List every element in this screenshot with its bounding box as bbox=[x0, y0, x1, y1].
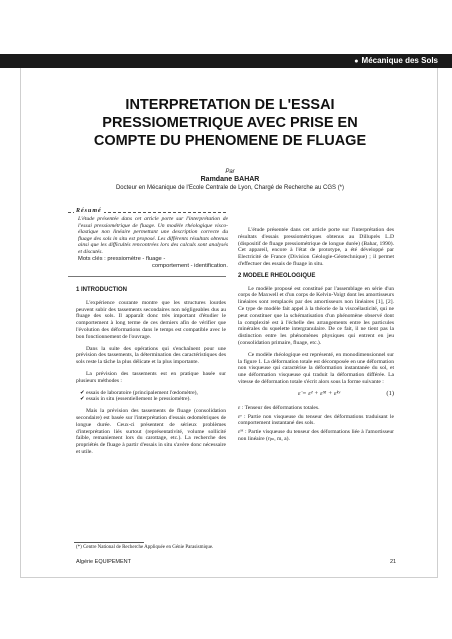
definition-item: ε : Tenseur des déformations totales. bbox=[238, 404, 320, 411]
definition-item: εᵉ : Partie non visqueuse du tenseur des déformations traduisant le comportement instantané des sols. bbox=[238, 413, 394, 427]
page-number: 21 bbox=[390, 559, 397, 565]
bullet-icon: ● bbox=[354, 58, 359, 65]
intro-paragraph-1: L'expérience courante montre que les structures lourdes peuvent subir des tassements secondaires non négligeables dus au fluage des sols. Il apparaît donc très important d'étudier le comportement à long terme de ces derniers afin de vérifier que l'évolution des déformations dans le temps est compatible avec le bon fonctionnement de l'ouvrage. bbox=[76, 299, 226, 340]
intro-paragraph-3: La prévision des tassements est en pratique basée sur plusieurs méthodes : bbox=[76, 370, 226, 384]
abstract-text: L'étude présentée dans cet article porte sur l'interprétation de l'essai pressiométrique de fluage. Un modèle rhéologique visco-élastique non linéaire permettant une description correcte du fluage des sols in situ est proposé. Les différents résultats obtenus ainsi que les difficultés rencontrées lors des calculs sont analysés et discutés. bbox=[78, 216, 228, 255]
model-paragraph-1: Le modèle proposé est constitué par l'assemblage en série d'un corps de Maxwell et d'un corps de Kelvin-Voigt dont les amortisseurs linéaires sont remplacés par des amortisseurs non linéaires [1], [2]. Ce type de modèle fait appel à la théorie de la viscoélasticité, qui ne peut constituer que la schématisation d'un phénomène observé dont la complexité est à l'échelle des arrangements entre les particules minérales du squelette intergranulaire. De ce fait, il ne tient pas la distinction entre les phénomènes physiques qui entrent en jeu (consolidation primaire, fluage, etc.). bbox=[238, 285, 394, 346]
intro-paragraph-4: Mais la prévision des tassements de fluage (consolidation secondaire) est basée sur l'interprétation d'essais œdométriques de longue durée. Ceux-ci présentent de sérieux problèmes d'interprétation liés surtout (représentativité, volume sollicité faible, remaniement lors du carottage, etc.). La recherche des propriétés de fluage à partir d'essais in situ s'avère donc nécessaire et utile. bbox=[76, 408, 226, 455]
list-item: ✔ essais de laboratoire (principalement l'œdomètre), bbox=[80, 389, 198, 396]
author-affiliation: Docteur en Mécanique de l'Ecole Centrale de Lyon, Chargé de Recherche au CGS (*) bbox=[115, 185, 345, 191]
title-line-3: COMPTE DU PHENOMENE DE FLUAGE bbox=[93, 133, 367, 149]
abstract-heading: Résumé bbox=[76, 208, 102, 214]
left-column bbox=[76, 287, 226, 461]
keywords-line-1: Mots clés : pressiomètre - fluage - bbox=[78, 256, 166, 262]
keywords bbox=[78, 256, 228, 270]
abstract-bottom-rule bbox=[68, 276, 226, 277]
author-name: Ramdane BAHAR bbox=[200, 176, 260, 183]
keywords-line-2: comportement - identification. bbox=[151, 263, 228, 269]
definition-item: εᴹ : Partie visqueuse du tenseur des déformations liée à l'amortisseur non linéaire (ηₘ, m, a). bbox=[238, 429, 394, 442]
equation bbox=[238, 391, 394, 399]
equation-number: (1) bbox=[386, 389, 394, 397]
by-label: Par bbox=[225, 169, 235, 175]
model-paragraph-2: Ce modèle rhéologique est représenté, en monodimensionnel sur la figure 1. La déformation totale est décomposée en une déformation non visqueuse qui caractérise la déformation instantanée du sol, et une déformation visqueuse qui traduit la déformation différée. La vitesse de déformation totale s'écrit alors sous la forme suivante : bbox=[238, 351, 394, 385]
intro-heading: 1 INTRODUCTION bbox=[76, 287, 127, 293]
section-label: Mécanique des Sols bbox=[361, 56, 438, 65]
equation-body: ε̇ = ε̇ᵉ + ε̇ᴹ + ε̇ᵏᵛ bbox=[298, 389, 341, 397]
footnote: (*) Centre National de Recherche Appliquée en Génie Parasismique. bbox=[76, 545, 214, 550]
title-line-2: PRESSIOMETRIQUE AVEC PRISE EN bbox=[102, 115, 358, 131]
intro-paragraph-2: Dans la suite des opérations qui s'enchaînent pour une prévision des tassements, la détermination des caractéristiques des sols reste la tâche la plus délicate et la plus importante. bbox=[76, 345, 226, 366]
footnote-rule bbox=[74, 542, 144, 543]
title-line-1: INTERPRETATION DE L'ESSAI bbox=[125, 97, 335, 113]
article-title bbox=[60, 96, 400, 150]
section-header bbox=[354, 55, 438, 68]
list-item: ✔ essais in situ (essentiellement le pressiomètre). bbox=[80, 396, 191, 403]
methods-list bbox=[80, 390, 226, 404]
definitions bbox=[238, 405, 394, 443]
right-paragraph-1: L'étude présentée dans cet article porte sur l'interprétation des résultats d'essais pressiométriques obtenus au Dilluprès L.D (dispositif de fluage pressiométrique de longue durée) (Bahar, 1990). Cet appareil, encore à l'état de prototype, a été développé par Electricité de France (Division Géologie-Géotechnique) ; il permet d'effectuer des essais de fluage in situ. bbox=[238, 227, 394, 267]
model-heading: 2 MODELE RHEOLOGIQUE bbox=[238, 272, 316, 279]
byline bbox=[40, 168, 420, 193]
journal-name: Algérie EQUIPEMENT bbox=[76, 559, 132, 565]
right-column bbox=[238, 227, 394, 445]
